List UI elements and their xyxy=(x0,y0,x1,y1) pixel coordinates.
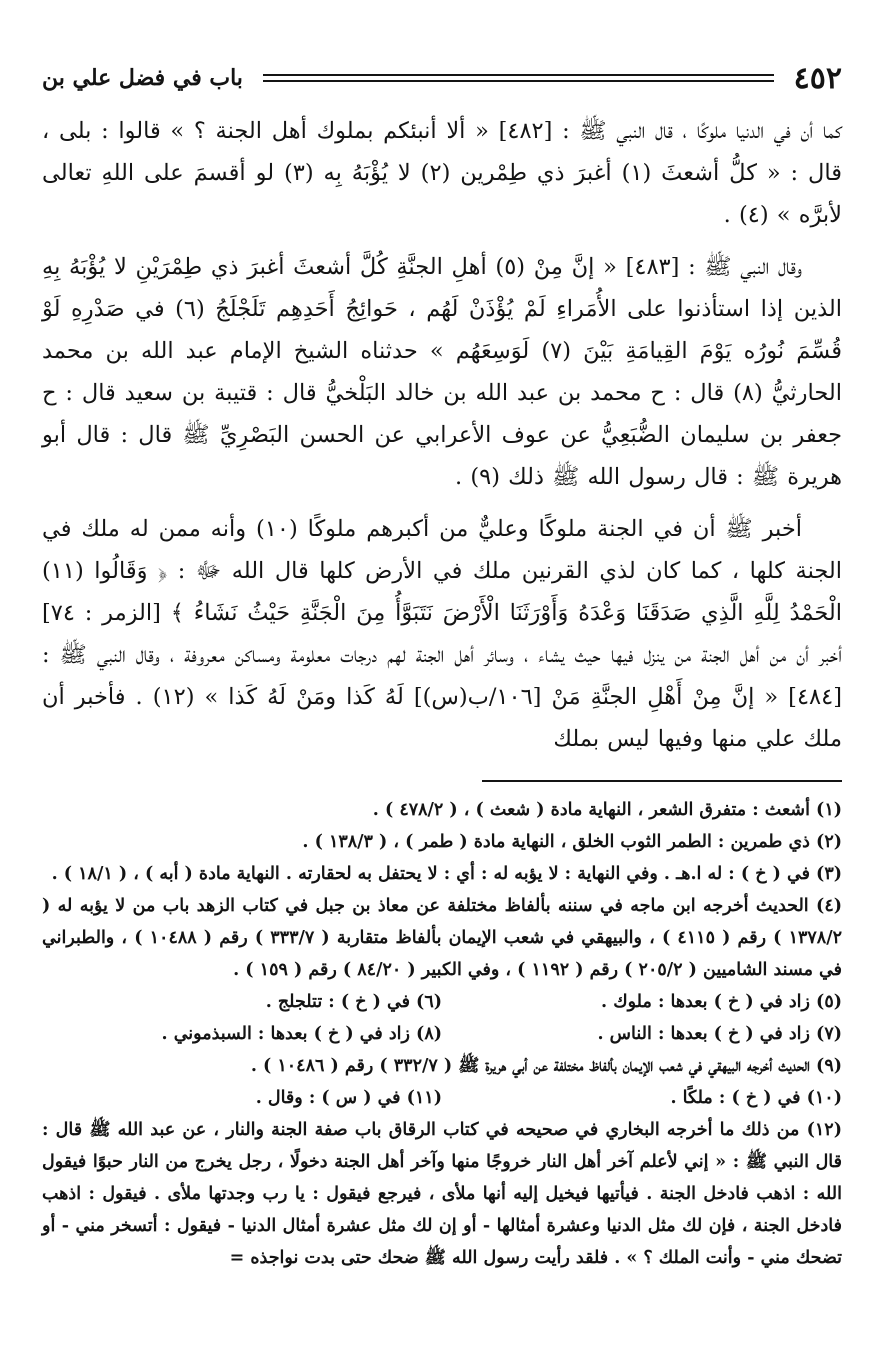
footnote: (١) أشعث : متفرق الشعر ، النهاية مادة ( شعث ) ، ( ٤٧٨/٢ ) . xyxy=(372,800,842,820)
page-number: ٤٥٢ xyxy=(793,60,842,96)
footnote: (١٠) في ( خ ) : ملكًا . xyxy=(670,1088,842,1108)
footnote: (٣) في ( خ ) : له ا.هـ . وفي النهاية : لا يؤبه له : أي : لا يحتفل به لحقارته . النهاية مادة ( أبه ) ، ( ١٨/١ ) . xyxy=(51,864,842,884)
header-double-rule xyxy=(263,74,774,82)
footnote-divider xyxy=(482,780,842,782)
footnote: (٨) زاد في ( خ ) بعدها : السبذموني . xyxy=(161,1024,442,1044)
footnote: (١٢) من ذلك ما أخرجه البخاري في صحيحه في كتاب الرقاق باب صفة الجنة والنار ، عن عبد الله ﷺ قال : قال النبي ﷺ : « إني لأعلم آخر أهل النار خروجًا منها وآخر أهل الجنة دخولًا ، رجل يخرج من النار حبوًا فيقول الله : اذهب فادخل الجنة . فيأتيها فيخيل إليه أنها ملأى ، فيرجع فيقول : يا رب وجدتها ملأى . فيقول : اذهب فادخل الجنة ، فإن لك مثل الدنيا وعشرة أمثالها - أو إن لك مثل عشرة أمثال الدنيا - فيقول : أتسخر مني - أو تضحك مني - وأنت الملك ؟ » . فلقد رأيت رسول الله ﷺ ضحك حتى بدت نواجذه = xyxy=(42,1120,842,1268)
footnote-row xyxy=(42,986,842,1018)
footnote: (٥) زاد في ( خ ) بعدها : ملوك . xyxy=(601,992,842,1012)
paragraph: وقال النبي ﷺ : [٤٨٣] « إنَّ مِنْ (٥) أهلِ الجنَّةِ كُلَّ أشعثَ أغبرَ ذي طِمْرَيْنِ لا يُؤْبَهُ بِهِ الذين إذا استأذنوا على الأُمَراءِ لَمْ يُؤْذَنْ لَهُم ، حَوائِجُ أَحَدِهِم تَلَجْلَجُ (٦) في صَدْرِهِ لَوْ قُسِّمَ نُورُه يَوْمَ القِيامَةِ بَيْنَ (٧) لَوَسِعَهُم » حدثناه الشيخ الإمام عبد الله بن محمد الحارثيُّ (٨) قال : ح محمد بن عبد الله بن خالد البَلْخيُّ قال : قتيبة بن سعيد قال : ح جعفر بن سليمان الضُّبَعِيُّ عن عوف الأعرابي عن الحسن البَصْرِيِّ ﷺ قال : قال أبو هريرة ﷺ : قال رسول الله ﷺ ذلك (٩) . xyxy=(42,254,843,490)
footnote-row xyxy=(42,1018,842,1050)
book-page xyxy=(42,60,842,1274)
footnote: (٤) الحديث أخرجه ابن ماجه في سننه بألفاظ مختلفة عن معاذ بن جبل في كتاب الزهد باب من لا يؤبه له ( ١٣٧٨/٢ ) رقم ( ٤١١٥ ) ، والبيهقي في شعب الإيمان بألفاظ متقاربة ( ٣٣٣/٧ ) رقم ( ١٠٤٨٨ ) ، والطبراني في مسند الشاميين ( ٢٠٥/٢ ) رقم ( ١١٩٢ ) ، وفي الكبير ( ٨٤/٢٠ ) رقم ( ١٥٩ ) . xyxy=(42,896,842,980)
footnotes xyxy=(42,794,842,1274)
footnote: (٢) ذي طمرين : الطمر الثوب الخلق ، النهاية مادة ( طمر ) ، ( ١٣٨/٣ ) . xyxy=(302,832,842,852)
running-title: باب في فضل علي بن xyxy=(42,65,243,91)
footnote: (٦) في ( خ ) : تتلجلج . xyxy=(265,992,442,1012)
paragraph: أخبر ﷺ أن في الجنة ملوكًا وعليٌّ من أكبرهم ملوكًا (١٠) وأنه ممن له ملك في الجنة كلها ، كما كان لذي القرنين ملك في الأرض كلها قال الله ﷻ : ﴿ وَقَالُوا (١١) الْحَمْدُ لِلَّهِ الَّذِي صَدَقَنَا وَعْدَهُ وَأَوْرَثَنَا الْأَرْضَ نَتَبَوَّأُ مِنَ الْجَنَّةِ حَيْثُ نَشَاءُ ﴾ [الزمر : ٧٤] أخبر أن من أهل الجنة من ينزل فيها حيث يشاء ، وسائر أهل الجنة لهم درجات معلومة ومساكن معروفة ، وقال النبي ﷺ : [٤٨٤] « إنَّ مِنْ أَهْلِ الجنَّةِ مَنْ [١٠٦/ب(س)] لَهُ كَذا ومَنْ لَهُ كَذا » (١٢) . فأخبر أن ملك علي منها وفيها ليس بملك xyxy=(42,516,842,752)
footnote: (٩) الحديث أخرجه البيهقي في شعب الإيمان بألفاظ مختلفة عن أبي هريرة ﷺ ( ٣٣٢/٧ ) رقم ( ١٠٤٨٦ ) . xyxy=(250,1056,842,1076)
paragraph: كما أن في الدنيا ملوكًا ، قال النبي ﷺ : [٤٨٢] « ألا أنبئكم بملوك أهل الجنة ؟ » قالوا : بلى ، قال : « كلُّ أشعثَ (١) أغبرَ ذي طِمْرين (٢) لا يُؤْبَهُ بِه (٣) لو أقسمَ على اللهِ تعالى لأبرَّه » (٤) . xyxy=(42,118,842,228)
footnote-row xyxy=(42,1082,842,1114)
footnote: (١١) في ( س ) : وقال . xyxy=(255,1088,442,1108)
page-header xyxy=(42,60,842,96)
main-text xyxy=(42,110,842,760)
footnote: (٧) زاد في ( خ ) بعدها : الناس . xyxy=(597,1024,842,1044)
